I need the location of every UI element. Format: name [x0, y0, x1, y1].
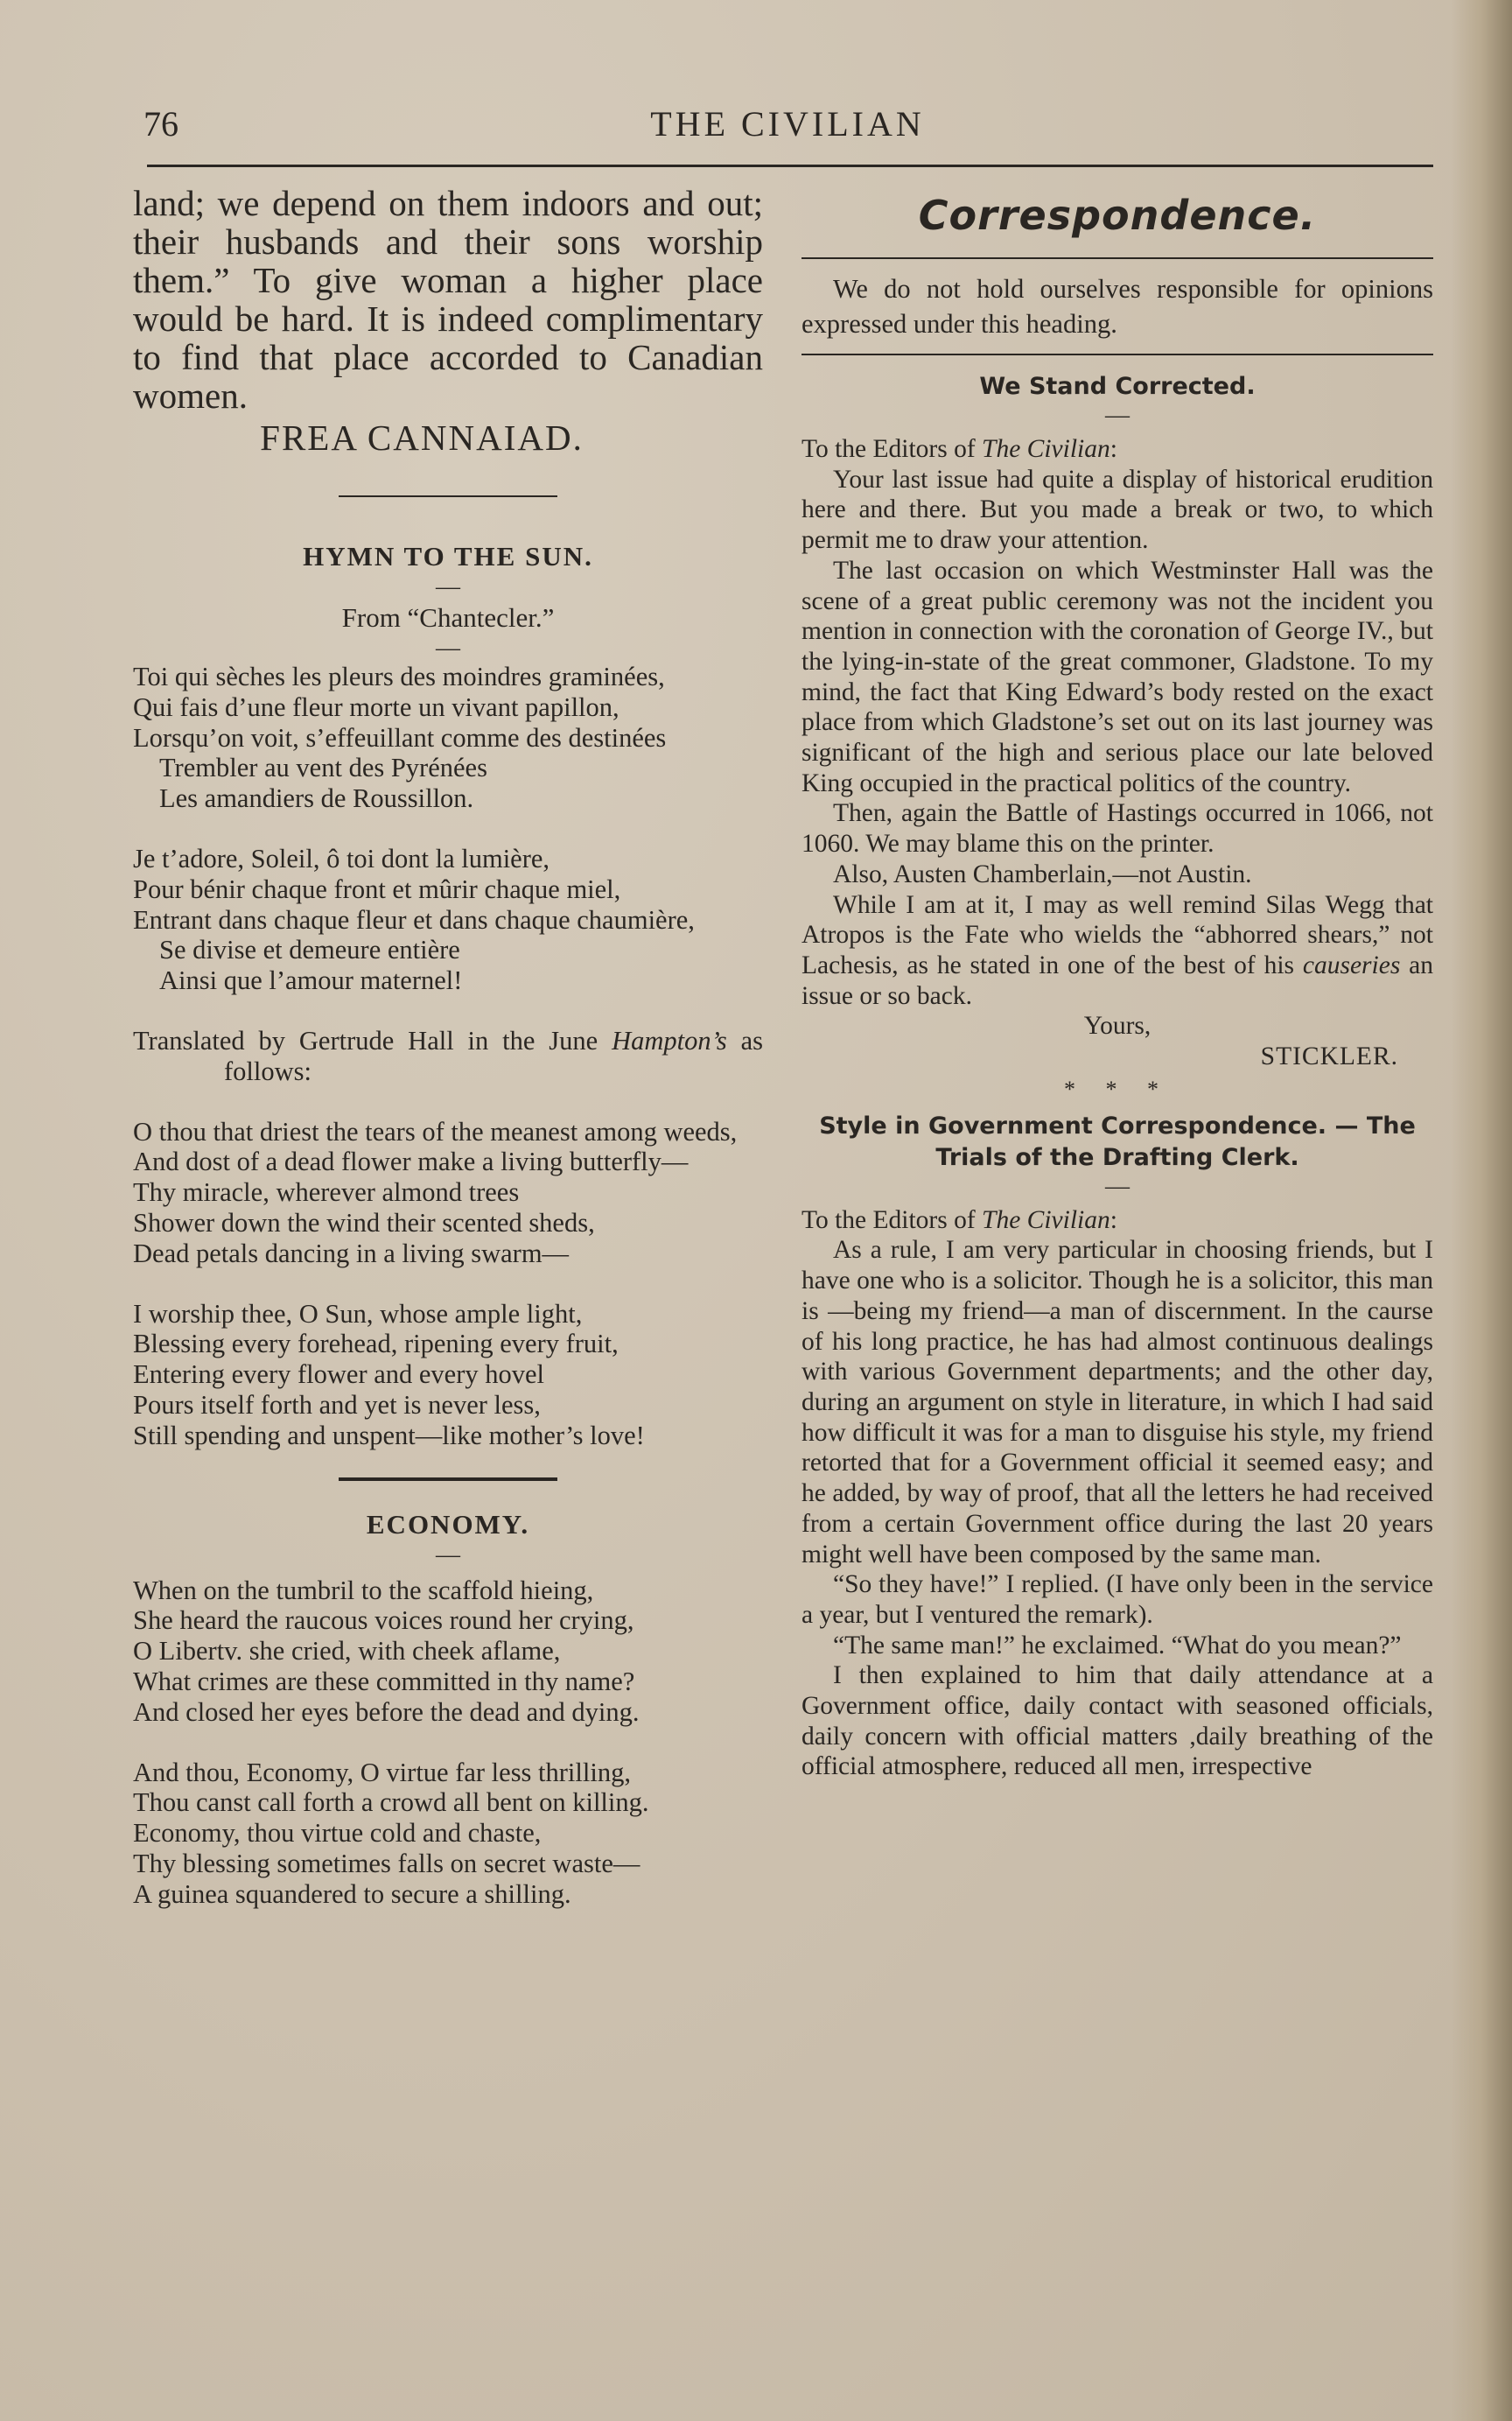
right-column	[802, 184, 1433, 1782]
poem-line: When on the tumbril to the scaffold hieing,	[133, 1575, 594, 1605]
title-dash: —	[436, 1540, 460, 1568]
translation-note-suffix: as follows:	[224, 1025, 763, 1086]
paragraph-italic: causeries	[1302, 951, 1401, 979]
heading-rule	[802, 354, 1433, 355]
poem-stanza	[133, 1575, 763, 1728]
letter-salutation	[802, 1205, 1433, 1236]
letter-paragraph: Then, again the Battle of Hastings occurred in 1066, not 1060. We may blame this on the printer.	[802, 799, 1433, 859]
poem-line: O thou that driest the tears of the meanest among weeds,	[133, 1116, 738, 1147]
letter-we-stand-corrected	[802, 371, 1433, 1072]
poem-line: Se divise et demeure entière	[159, 935, 460, 965]
title-dash: —	[1105, 402, 1130, 429]
poem-line: Shower down the wind their scented sheds,	[133, 1207, 595, 1238]
economy-title: ECONOMY.	[366, 1508, 530, 1540]
salutation-suffix: :	[1110, 1205, 1117, 1234]
poem-line: Qui fais d’une fleur morte un vivant papillon,	[133, 691, 620, 722]
translation-note	[133, 1026, 763, 1087]
poem-line: Thy blessing sometimes falls on secret waste—	[133, 1848, 640, 1878]
page-number: 76	[144, 104, 178, 144]
poem-line: Entrant dans chaque fleur et dans chaque chaumière,	[133, 904, 695, 935]
letter-paragraph: I then explained to him that daily attendance at a Government office, daily contact with seasoned officials, daily concern with official matters ,daily breathing of the official atmosphere, reduced all men, irrespective	[802, 1661, 1433, 1781]
poem-line: Entering every flower and every hovel	[133, 1359, 545, 1390]
salutation-suffix: :	[1110, 435, 1117, 463]
poem-line: I worship thee, O Sun, whose ample light,	[133, 1298, 583, 1329]
title-dash: —	[1105, 1172, 1130, 1200]
letter-paragraph: Your last issue had quite a display of historical erudition here and there. But you made a break or two, to which permit me to draw your attention.	[802, 465, 1433, 555]
poem-line: Thy miracle, wherever almond trees	[133, 1177, 520, 1208]
letter-paragraph: “The same man!” he exclaimed. “What do you mean?”	[833, 1631, 1402, 1660]
letter-signature: STICKLER.	[1260, 1042, 1398, 1071]
running-title: THE CIVILIAN	[650, 104, 925, 144]
poem-line: Dead petals dancing in a living swarm—	[133, 1238, 570, 1268]
poem-line: Economy, thou virtue cold and chaste,	[133, 1818, 542, 1849]
poem-line: Je t’adore, Soleil, ô toi dont la lumière,	[133, 843, 550, 874]
letter-closing: Yours,	[1083, 1012, 1152, 1041]
letter-paragraph: The last occasion on which Westminster Hall was the scene of a great public ceremony was not the incident you mention in connection with the coronation of George IV., but the lying-in-state of the great commoner, Gladstone. To my mind, the fact that King Edward’s body rested on the exact place from which Gladstone’s set out on its last journey was significant of the high and serious place our late beloved King occupied in the practical politics of the country.	[802, 556, 1433, 797]
poem-stanza	[133, 1117, 763, 1269]
paragraph-text: an issue or so back.	[802, 951, 1434, 1010]
continued-paragraph: land; we depend on them indoors and out; their husbands and their sons worship them.” To give woman a higher place would be hard. It is indeed complimentary to find that place accorded to Canadian women.	[133, 183, 763, 416]
salutation-magazine: The Civilian	[982, 1205, 1110, 1234]
hymn-source: From “Chantecler.”	[341, 602, 555, 633]
hymn-title: HYMN TO THE SUN.	[303, 541, 593, 572]
poem-stanza	[133, 1299, 763, 1451]
poem-line: Blessing every forehead, ripening every fruit,	[133, 1329, 619, 1359]
letter-paragraph: “So they have!” I replied. (I have only been in the service a year, but I ventured the remark).	[802, 1570, 1433, 1629]
poem-stanza	[133, 1758, 763, 1910]
letter-title: Style in Government Correspondence. — The Trials of the Drafting Clerk.	[819, 1112, 1416, 1171]
economy-section	[133, 1507, 763, 1910]
hymn-english-poem	[133, 1117, 763, 1451]
asterism: * * *	[1064, 1076, 1171, 1102]
poem-line: A guinea squandered to secure a shilling.	[133, 1878, 571, 1909]
poem-line: And thou, Economy, O virtue far less thrilling,	[133, 1757, 631, 1787]
poem-line: She heard the raucous voices round her crying,	[133, 1605, 634, 1636]
letter-salutation	[802, 434, 1433, 465]
poem-line: Pour bénir chaque front et mûrir chaque miel,	[133, 874, 621, 904]
poem-line: And closed her eyes before the dead and dying.	[133, 1696, 640, 1727]
page-edge-shadow	[1451, 0, 1512, 2421]
continued-article	[133, 184, 763, 459]
title-dash: —	[436, 573, 460, 600]
salutation-magazine: The Civilian	[982, 435, 1110, 463]
heading-rule	[802, 257, 1433, 259]
poem-line: Ainsi que l’amour maternel!	[159, 965, 463, 996]
section-divider	[339, 495, 557, 497]
poem-line: Still spending and unspent—like mother’s love!	[133, 1420, 645, 1450]
salutation-prefix: To the Editors of	[802, 1205, 983, 1234]
poem-line: Trembler au vent des Pyrénées	[159, 753, 487, 783]
salutation-prefix: To the Editors of	[802, 435, 983, 463]
poem-line: Lorsqu’on voit, s’effeuillant comme des destinées	[133, 722, 667, 753]
disclaimer: We do not hold ourselves responsible for opinions expressed under this heading.	[802, 274, 1433, 339]
poem-line: Les amandiers de Roussillon.	[159, 783, 474, 814]
letter-title: We Stand Corrected.	[979, 373, 1256, 400]
poem-stanza	[133, 844, 763, 996]
translation-magazine: Hampton’s	[612, 1025, 727, 1056]
poem-line: Toi qui sèches les pleurs des moindres graminées,	[133, 662, 665, 691]
page-header	[140, 103, 1435, 156]
letter-body	[802, 434, 1433, 1072]
header-rule	[147, 165, 1433, 167]
letter-style-in-government-correspondence	[802, 1111, 1433, 1782]
correspondence-heading: Correspondence.	[918, 192, 1317, 239]
letter-body	[802, 1205, 1433, 1782]
poem-stanza	[133, 662, 763, 814]
poem-line: Pours itself forth and yet is never less,	[133, 1389, 541, 1420]
paragraph-text: While I am at it, I may as well remind Silas Wegg that Atropos is the Fate who wields the “abhorred shears,” not Lachesis, as he stated in one of the best of his	[802, 890, 1433, 979]
letter-paragraph: Also, Austen Chamberlain,—not Austin.	[833, 860, 1252, 888]
hymn-section	[133, 539, 763, 1451]
section-divider	[339, 1477, 557, 1481]
poem-line: What crimes are these committed in thy name?	[133, 1666, 635, 1696]
letter-paragraph: As a rule, I am very particular in choosing friends, but I have one who is a solicitor. Though he is a solicitor, this man is —being my friend—a man of discernment. In the caurse of his long practice, he has had almost continuous dealings with various Government departments; and the other day, during an argument on style in literature, in which I had said how difficult it was for a man to disguise his style, my friend retorted that for a Government official it seemed easy; and he added, by way of proof, that all the letters he had received from a certain Government office during the last 20 years might well have been composed by the same man.	[802, 1236, 1433, 1568]
poem-line: Thou canst call forth a crowd all bent on killing.	[133, 1787, 649, 1818]
letter-paragraph	[802, 890, 1433, 1012]
economy-poem	[133, 1575, 763, 1910]
translation-note-prefix: Translated by Gertrude Hall in the June	[133, 1025, 612, 1056]
title-dash: —	[436, 635, 460, 662]
left-column	[133, 184, 763, 1910]
article-signature: FREA CANNAIAD.	[260, 418, 584, 458]
poem-line: O Libertv. she cried, with cheek aflame,	[133, 1636, 561, 1667]
hymn-french-poem	[133, 662, 763, 996]
poem-line: And dost of a dead flower make a living butterfly—	[133, 1147, 689, 1177]
